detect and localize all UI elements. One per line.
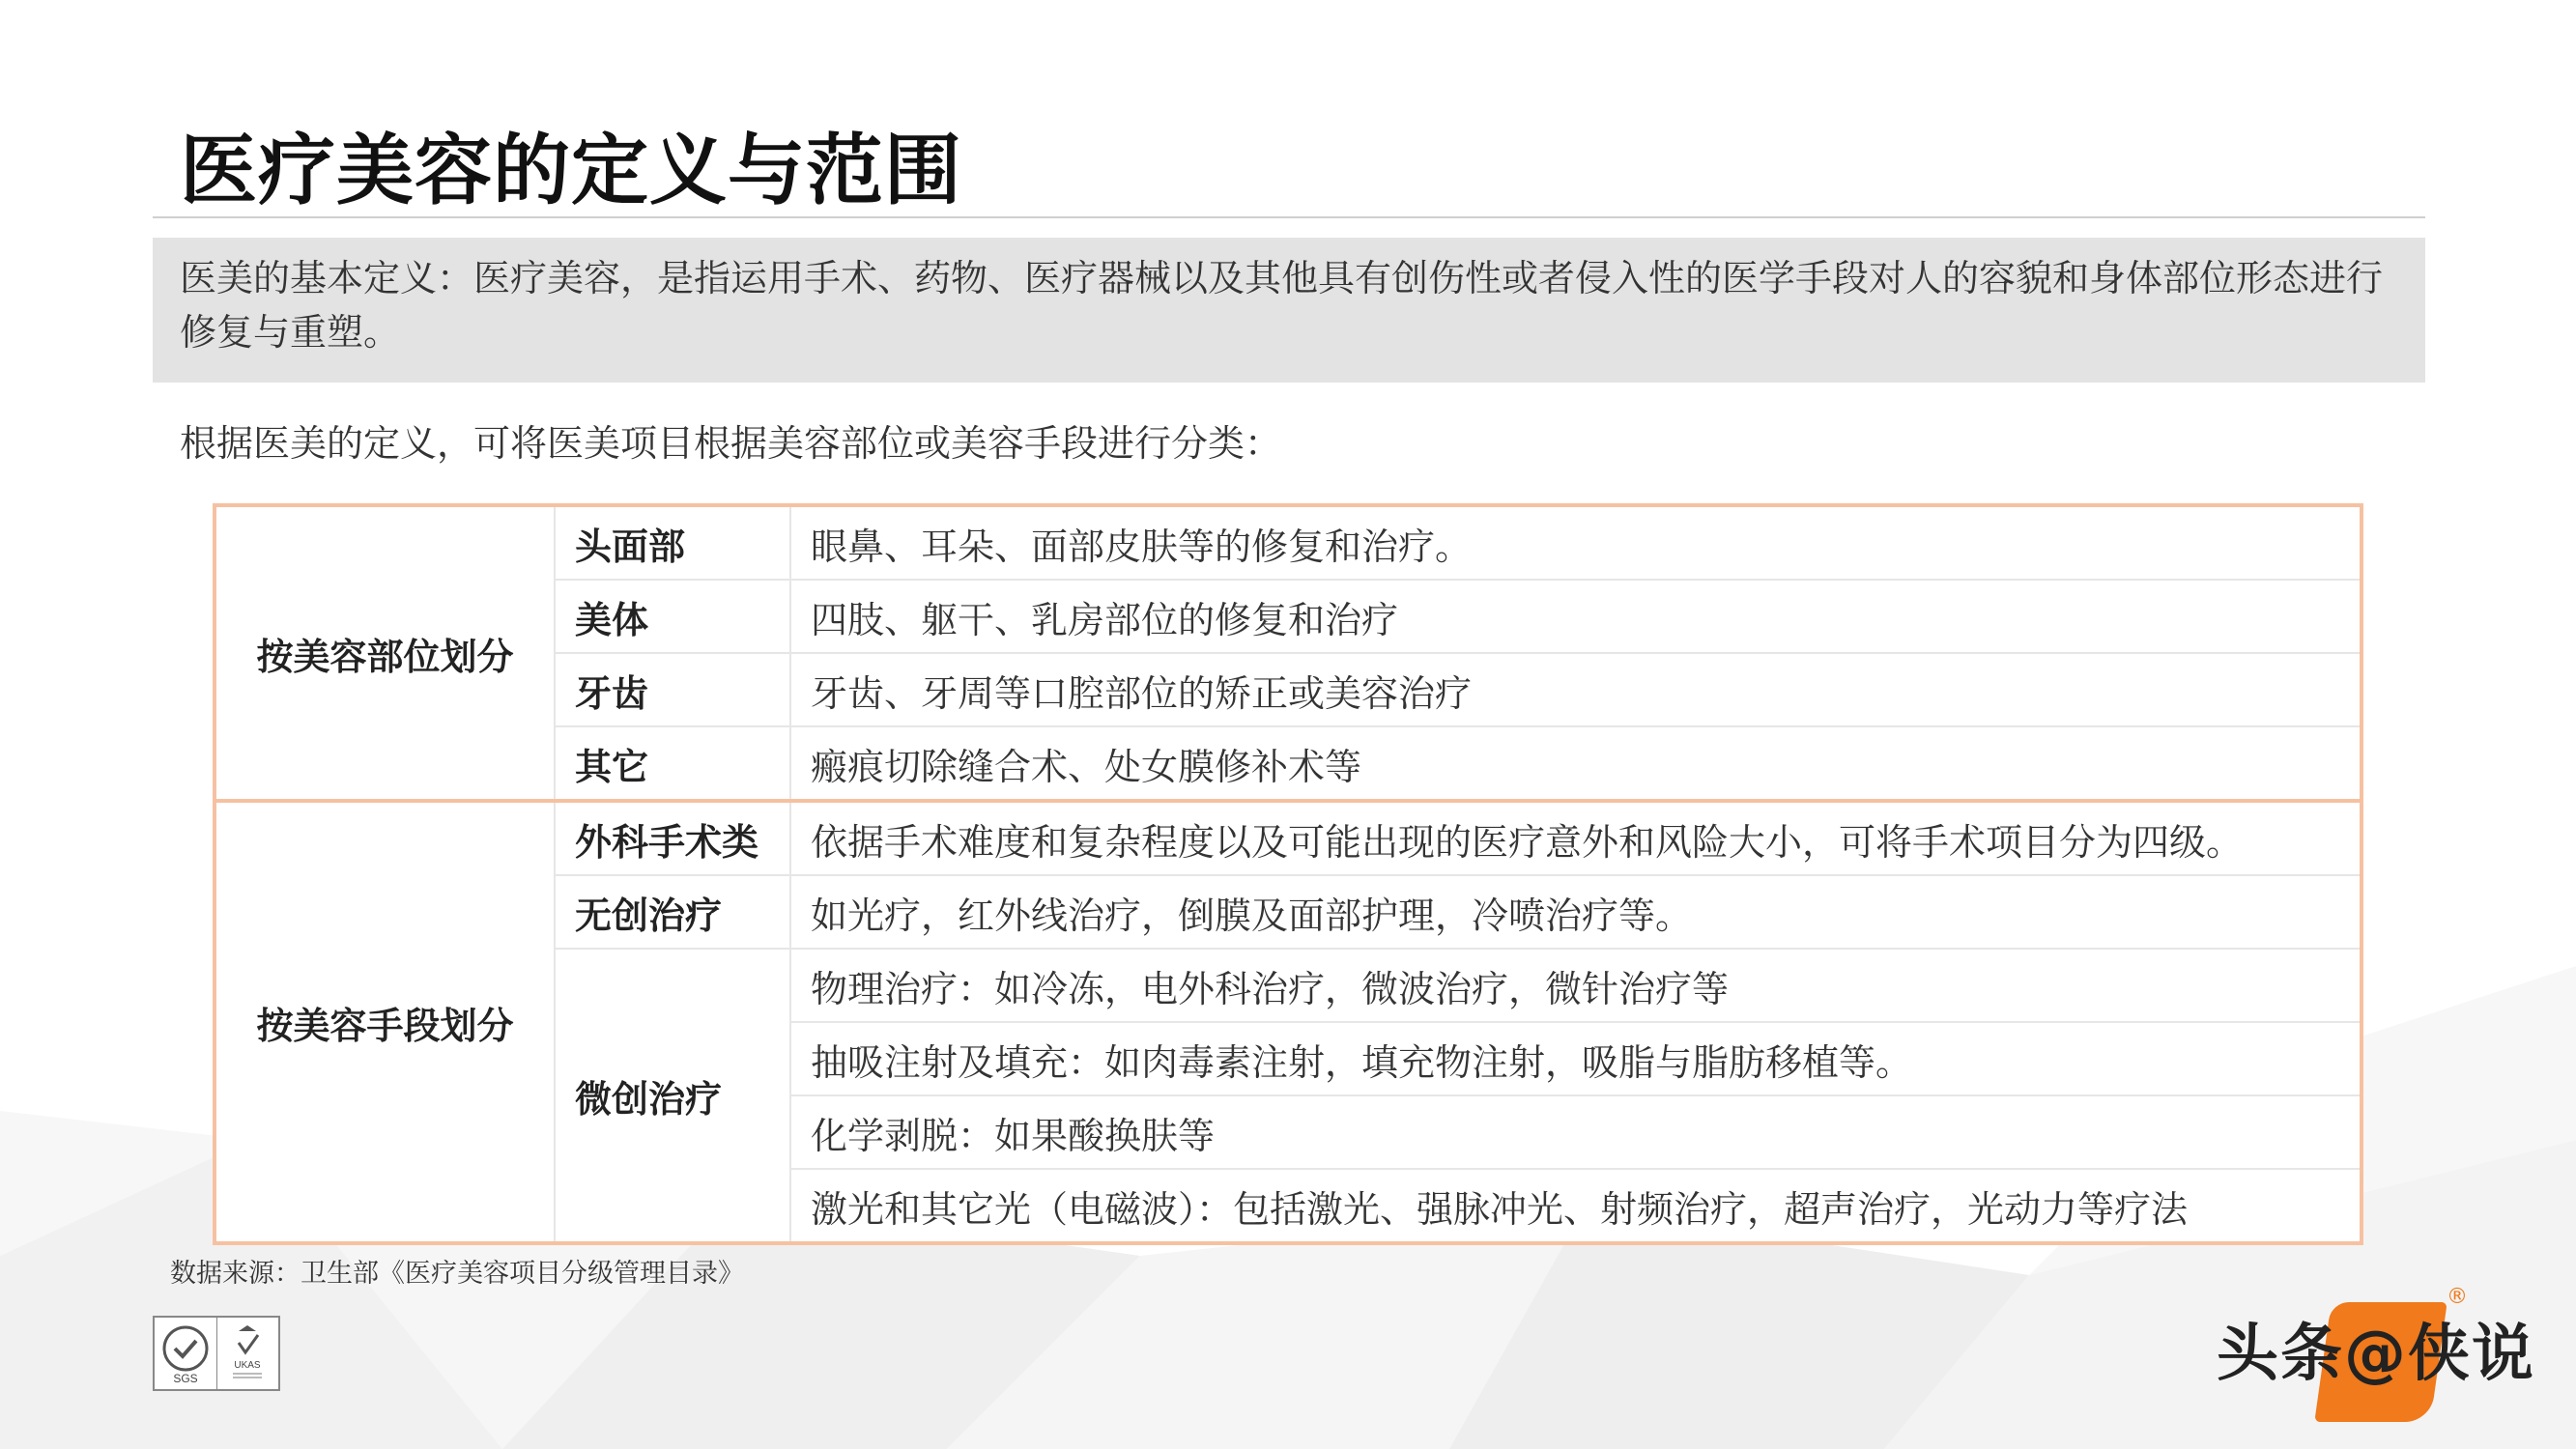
- subcategory-label: 牙齿: [555, 653, 790, 726]
- table-row: [215, 505, 2361, 580]
- definition-box: [153, 238, 2425, 383]
- group-label: 按美容手段划分: [215, 801, 555, 1243]
- data-source-note: 数据来源：卫生部《医疗美容项目分级管理目录》: [170, 1259, 744, 1289]
- watermark-text: 头条@侠说: [2217, 1319, 2535, 1390]
- description-cell: 依据手术难度和复杂程度以及可能出现的医疗意外和风险大小，可将手术项目分为四级。: [790, 801, 2361, 875]
- definition-text: 医美的基本定义：医疗美容，是指运用手术、药物、医疗器械以及其他具有创伤性或者侵入性的医学手段对人的容貌和身体部位形态进行修复与重塑。: [180, 257, 2384, 354]
- check-seal-icon: [157, 1321, 214, 1385]
- svg-text:UKAS: UKAS: [234, 1360, 261, 1371]
- description-cell: 牙齿、牙周等口腔部位的矫正或美容治疗: [790, 653, 2361, 726]
- description-cell: 眼鼻、耳朵、面部皮肤等的修复和治疗。: [790, 505, 2361, 580]
- subcategory-label: 无创治疗: [555, 875, 790, 949]
- subcategory-label: 外科手术类: [555, 801, 790, 875]
- subcategory-label: 微创治疗: [555, 949, 790, 1243]
- watermark: [2217, 1285, 2535, 1393]
- group-label: 按美容部位划分: [215, 505, 555, 801]
- certification-logo: [153, 1316, 280, 1391]
- sgs-mark: [155, 1318, 217, 1389]
- subcategory-label: 头面部: [555, 505, 790, 580]
- description-cell: 抽吸注射及填充：如肉毒素注射，填充物注射，吸脂与脂肪移植等。: [790, 1022, 2361, 1095]
- table-row: [215, 801, 2361, 875]
- subcategory-label: 美体: [555, 580, 790, 653]
- ukas-mark: [217, 1318, 279, 1389]
- page-title: 医疗美容的定义与范围: [180, 126, 962, 215]
- crown-check-icon: [219, 1321, 275, 1385]
- description-cell: 激光和其它光（电磁波）：包括激光、强脉冲光、射频治疗，超声治疗，光动力等疗法: [811, 1187, 2189, 1231]
- description-cell: 四肢、躯干、乳房部位的修复和治疗: [790, 580, 2361, 653]
- description-cell: 如光疗，红外线治疗，倒膜及面部护理，冷喷治疗等。: [790, 875, 2361, 949]
- classification-table: [213, 503, 2363, 1245]
- title-divider: [153, 216, 2425, 218]
- description-cell: 物理治疗：如冷冻，电外科治疗，微波治疗，微针治疗等: [790, 949, 2361, 1022]
- svg-text:SGS: SGS: [173, 1372, 198, 1385]
- description-cell: 化学剥脱：如果酸换肤等: [790, 1095, 2361, 1169]
- description-cell: 瘢痕切除缝合术、处女膜修补术等: [790, 726, 2361, 801]
- intro-text: 根据医美的定义，可将医美项目根据美容部位或美容手段进行分类：: [180, 422, 1282, 465]
- registered-icon: ®: [2447, 1285, 2468, 1309]
- subcategory-label: 其它: [555, 726, 790, 801]
